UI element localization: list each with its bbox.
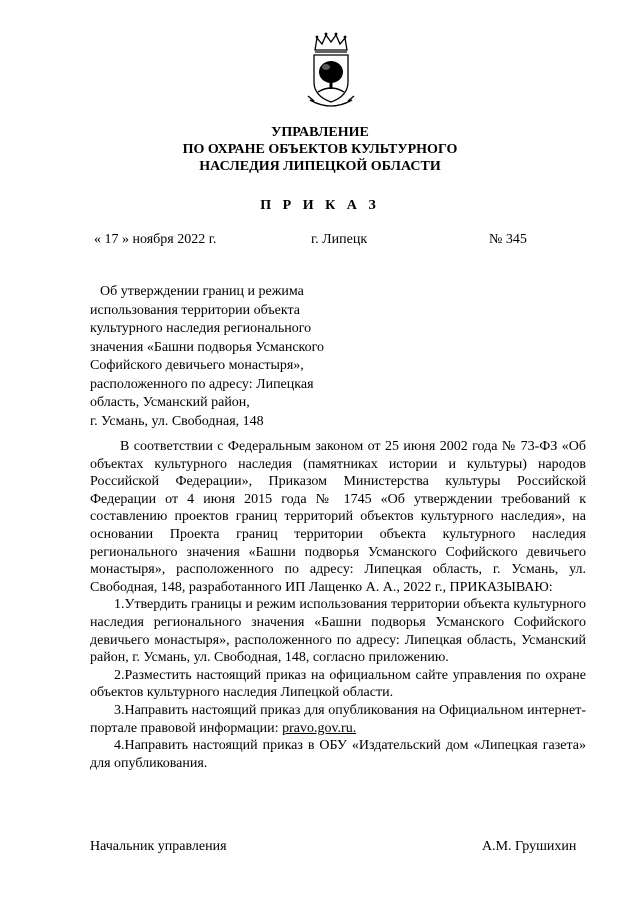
coat-of-arms-emblem <box>306 30 356 110</box>
subject-line: использования территории объекта <box>90 302 300 318</box>
order-item-3-text: 3.Направить настоящий приказ для опубликования на Официальном интернет-портале правовой информации: <box>90 702 586 736</box>
subject-line: расположенного по адресу: Липецкая <box>90 376 314 392</box>
order-number: № 345 <box>489 232 527 247</box>
order-subject <box>90 283 380 431</box>
organization-header <box>0 124 640 175</box>
header-line-1: УПРАВЛЕНИЕ <box>271 125 369 140</box>
subject-line: значения «Башни подворья Усманского <box>90 339 325 355</box>
order-city: г. Липецк <box>311 232 368 247</box>
document-type-title: П Р И К А З <box>260 198 380 213</box>
order-item-2: 2.Разместить настоящий приказ на официальном сайте управления по охране объектов культурного наследия Липецкой области. <box>90 667 586 701</box>
pravo-gov-link[interactable]: pravo.gov.ru. <box>282 720 357 736</box>
subject-line: г. Усмань, ул. Свободная, 148 <box>90 413 264 429</box>
signatory-position: Начальник управления <box>90 839 227 854</box>
subject-line: Софийского девичьего монастыря», <box>90 358 304 373</box>
subject-line: культурного наследия регионального <box>90 321 312 336</box>
header-line-2: ПО ОХРАНЕ ОБЪЕКТОВ КУЛЬТУРНОГО <box>182 142 458 157</box>
order-item-4: 4.Направить настоящий приказ в ОБУ «Издательский дом «Липецкая газета» для опубликования. <box>90 738 586 771</box>
order-item-1: 1.Утвердить границы и режим использования территории объекта культурного наследия регионального значения «Башни подворья Усманского Софийского девичьего монастыря», расположенного по адресу: Липецкая область, Усманский район, г. Усмань, ул. Свободная, 148, согласно приложению. <box>90 597 586 666</box>
order-body <box>90 438 586 772</box>
order-date: « 17 » ноября 2022 г. <box>94 232 217 247</box>
header-line-3: НАСЛЕДИЯ ЛИПЕЦКОЙ ОБЛАСТИ <box>199 159 441 174</box>
signatory-name: А.М. Грушихин <box>482 839 577 854</box>
preamble-paragraph: В соответствии с Федеральным законом от 25 июня 2002 года № 73-ФЗ «Об объектах культурного наследия (памятниках истории и культуры) народов Российской Федерации», Приказом Министерства культуры Российской Федерации от 4 июня 2015 года № 1745 «Об утверждении требований к составлению проектов границ территорий объектов культурного наследия», на основании Проекта границ территории объекта культурного наследия регионального значения «Башни подворья Усманского Софийского девичьего монастыря», расположенного по адресу: Липецкая область, г. Усмань, ул. Свободная, 148, разработанного ИП Лащенко А. А., 2022 г., ПРИКАЗЫВАЮ: <box>90 439 586 595</box>
subject-line: Об утверждении границ и режима <box>100 284 304 299</box>
subject-line: область, Усманский район, <box>90 395 250 410</box>
order-item-3 <box>90 702 586 737</box>
